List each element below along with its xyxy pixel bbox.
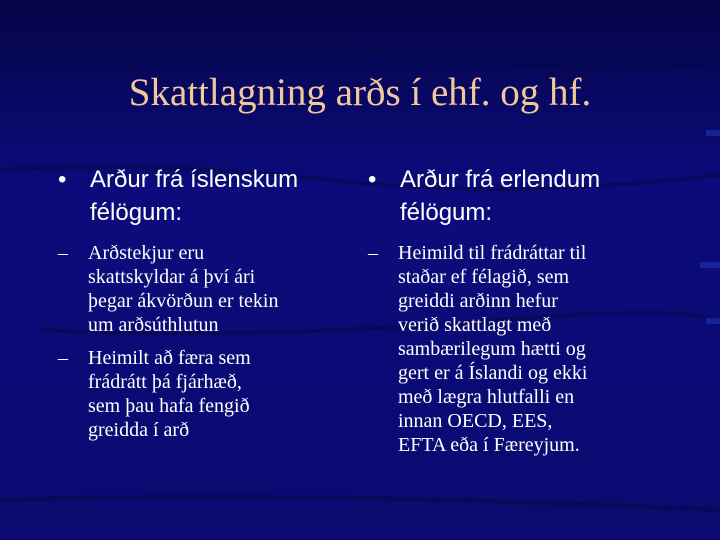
left-bullet	[58, 163, 358, 229]
slide-title: Skattlagning arðs í ehf. og hf.	[128, 71, 592, 114]
left-subitem-text: Heimilt að færa sem frádrátt þá fjárhæð, sem þau hafa fengið greidda í arð	[88, 347, 251, 441]
right-subitem	[368, 241, 698, 457]
right-bullet	[368, 163, 698, 229]
right-sublist	[368, 241, 698, 457]
dash-icon: –	[368, 242, 378, 264]
left-subitem	[58, 241, 358, 337]
bullet-icon: •	[58, 166, 67, 193]
dash-icon: –	[58, 347, 68, 369]
left-sublist	[58, 241, 358, 442]
left-subitem	[58, 346, 358, 442]
right-subitem-text: Heimild til frádráttar til staðar ef félagið, sem greiddi arðinn hefur verið skattlagt með sambærilegum hætti og gert er á Íslandi og ekki með lægra hlutfalli en innan OECD, EES, EFTA eða í Færeyjum.	[398, 242, 588, 456]
right-bullet-text: Arður frá erlendum félögum:	[400, 166, 601, 226]
left-subitem-text: Arðstekjur eru skattskyldar á því ári þegar ákvörðun er tekin um arðsúthlutun	[88, 242, 279, 336]
left-bullet-text: Arður frá íslenskum félögum:	[90, 166, 299, 226]
dash-icon: –	[58, 242, 68, 264]
bullet-icon: •	[368, 166, 377, 193]
left-column	[58, 163, 358, 442]
right-column	[368, 163, 698, 457]
